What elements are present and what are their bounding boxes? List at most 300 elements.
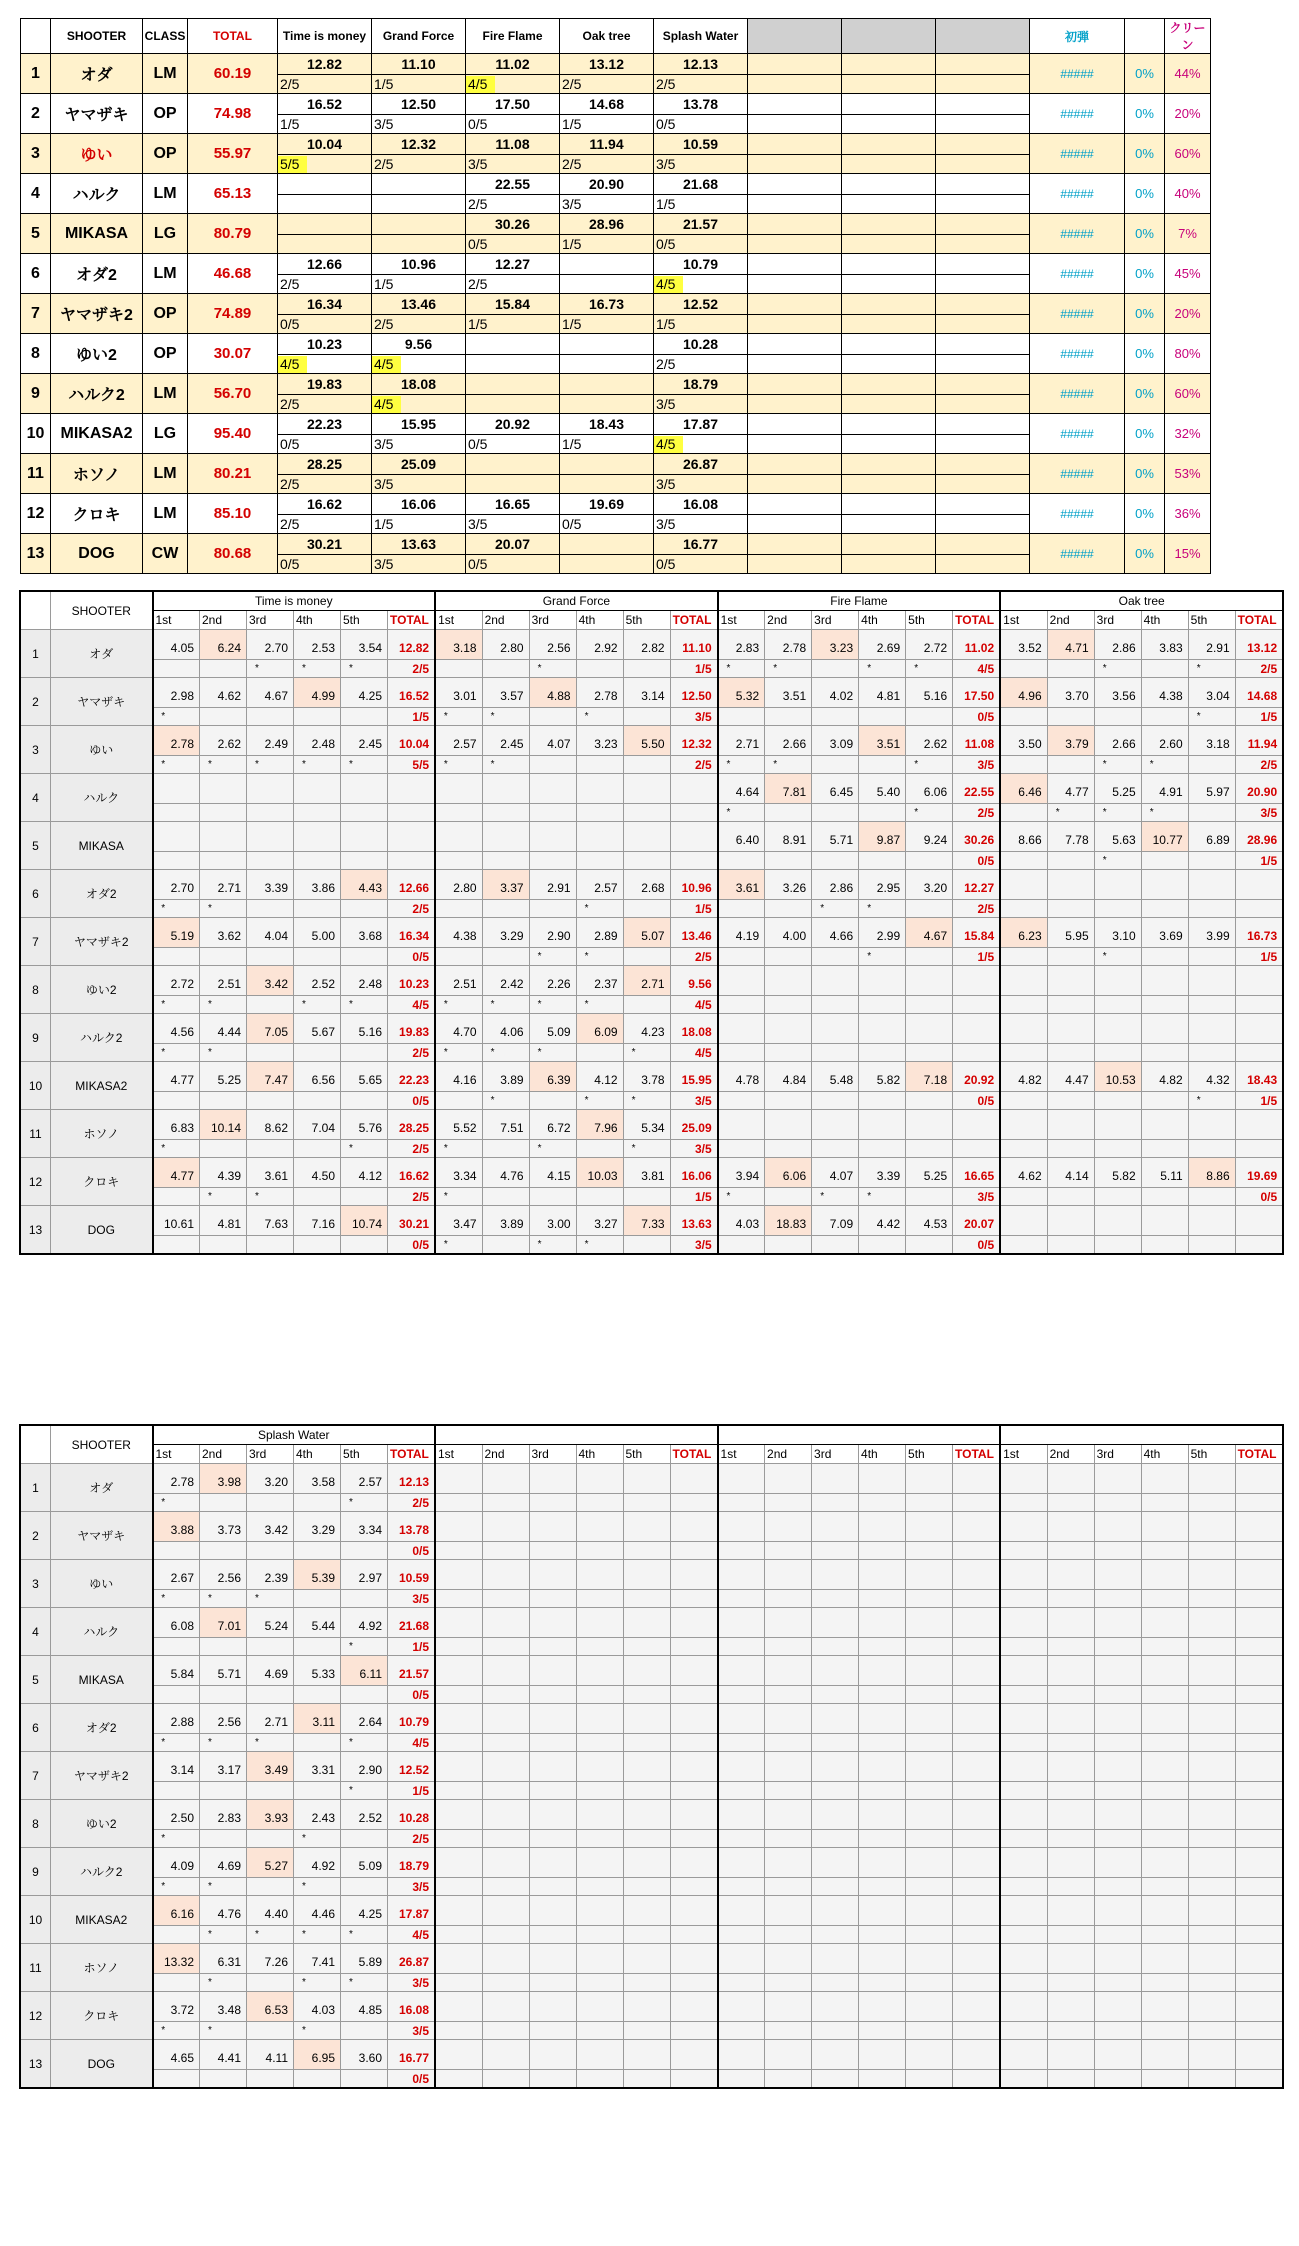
stage-fraction (1235, 1734, 1283, 1752)
stage-result-cell (842, 534, 936, 574)
stage-fraction: 2/5 (388, 1830, 436, 1848)
shooter-name: ゆい (51, 726, 153, 774)
stage-result-cell (560, 94, 654, 134)
stage-total: 12.13 (388, 1464, 436, 1494)
shot-time: 8.86 (1188, 1158, 1235, 1188)
shooter-time-row (21, 1848, 1283, 1878)
shot-column-header: 1st (718, 611, 765, 630)
stage-fraction: 3/5 (388, 1974, 436, 1992)
stage-fraction: 0/5 (953, 852, 1001, 870)
shot-time: 2.71 (200, 870, 247, 900)
stage-time-empty (842, 455, 935, 474)
shot-time (718, 1512, 765, 1542)
shot-time (1094, 966, 1141, 996)
shot-time (576, 1704, 623, 1734)
shot-mark (623, 852, 670, 870)
shot-column-header: 3rd (247, 611, 294, 630)
shot-time (435, 1944, 482, 1974)
shot-time (482, 1512, 529, 1542)
shot-mark (153, 1974, 200, 1992)
stage-result-cell (654, 334, 748, 374)
shot-mark (529, 1542, 576, 1560)
shot-time (812, 1848, 859, 1878)
shot-mark (247, 948, 294, 966)
total-column-header: TOTAL (670, 1445, 718, 1464)
stage-fraction (670, 1638, 718, 1656)
stage-time-empty (936, 135, 1029, 154)
rank-cell: 3 (21, 134, 51, 174)
shot-mark (1047, 1542, 1094, 1560)
shot-time: 2.51 (200, 966, 247, 996)
shot-time (859, 1800, 906, 1830)
total-cell: 30.07 (188, 334, 278, 374)
shot-mark (576, 660, 623, 678)
shot-mark (576, 1044, 623, 1062)
shooter-time-row (21, 726, 1283, 756)
shot-time (435, 1656, 482, 1686)
rank-cell: 6 (21, 1704, 51, 1752)
shot-mark (247, 1686, 294, 1704)
class-cell: LM (143, 174, 188, 214)
shot-mark (906, 1236, 953, 1254)
stage-fraction: 1/5 (374, 516, 394, 532)
stage-fraction (670, 1542, 718, 1560)
stage-result-cell (560, 254, 654, 294)
shot-time: 5.16 (906, 678, 953, 708)
stage-result-cell (748, 334, 842, 374)
shot-mark: * (435, 1188, 482, 1206)
shot-mark (1141, 1044, 1188, 1062)
stage-fraction: 1/5 (562, 116, 582, 132)
rank-cell: 6 (21, 254, 51, 294)
shot-time: 2.52 (341, 1800, 388, 1830)
shot-time: 2.57 (341, 1464, 388, 1494)
shot-mark (623, 1878, 670, 1896)
shot-mark (1047, 1926, 1094, 1944)
stage-total (953, 2040, 1001, 2070)
stage-total: 17.87 (388, 1896, 436, 1926)
stage-total (953, 966, 1001, 996)
shooter-name: ハルク2 (51, 1014, 153, 1062)
shot-mark (623, 1188, 670, 1206)
shot-mark (529, 1974, 576, 1992)
rank-cell: 8 (21, 334, 51, 374)
stage-fraction: 2/5 (280, 76, 300, 92)
shot-time: 2.56 (200, 1704, 247, 1734)
shot-mark (906, 1092, 953, 1110)
shooter-name: オダ (51, 54, 143, 94)
stage-total (953, 1896, 1001, 1926)
shot-time: 4.04 (247, 918, 294, 948)
shot-time (623, 1464, 670, 1494)
stage-result-cell (372, 534, 466, 574)
shot-time: 4.91 (1141, 774, 1188, 804)
shot-time (859, 1656, 906, 1686)
shot-time: 5.63 (1094, 822, 1141, 852)
shot-time: 4.67 (906, 918, 953, 948)
shot-mark: * (153, 996, 200, 1014)
shot-mark (812, 1830, 859, 1848)
stage-frac-line (466, 554, 559, 573)
shot-time: 4.06 (482, 1014, 529, 1044)
shot-time (812, 1110, 859, 1140)
stage-result-cell (560, 454, 654, 494)
stage-time: 16.65 (494, 496, 531, 512)
shot-mark (765, 2022, 812, 2040)
shot-time: 2.64 (341, 1704, 388, 1734)
shot-time: 3.54 (341, 630, 388, 660)
stage-time (372, 175, 465, 194)
stage-fraction (1235, 1782, 1283, 1800)
stage-result-cell (842, 414, 936, 454)
shot-mark: * (576, 708, 623, 726)
shot-time: 2.91 (1188, 630, 1235, 660)
stage-frac-line (748, 154, 841, 173)
stage-frac-line (560, 274, 653, 293)
shot-time: 3.51 (859, 726, 906, 756)
stage-fraction: 0/5 (656, 116, 676, 132)
shot-column-header: 2nd (482, 1445, 529, 1464)
shot-time: 7.78 (1047, 822, 1094, 852)
shot-time (859, 1464, 906, 1494)
shot-mark (859, 852, 906, 870)
shot-time (906, 1848, 953, 1878)
stage-result-cell (936, 334, 1030, 374)
stage-total: 11.08 (953, 726, 1001, 756)
stage-fraction: 4/5 (654, 276, 683, 293)
shot-mark (765, 1830, 812, 1848)
shot-time: 13.32 (153, 1944, 200, 1974)
stage-fraction: 2/5 (280, 516, 300, 532)
shot-mark (529, 1926, 576, 1944)
stage-fraction (953, 1878, 1001, 1896)
shot-mark (812, 852, 859, 870)
shot-mark (1188, 1542, 1235, 1560)
rank-cell: 5 (21, 1656, 51, 1704)
shot-mark (1000, 708, 1047, 726)
stage-total (1235, 1896, 1283, 1926)
shot-mark (435, 1092, 482, 1110)
shot-mark (1094, 1542, 1141, 1560)
shot-time (1188, 1560, 1235, 1590)
shot-column-header: 2nd (1047, 1445, 1094, 1464)
shot-time (1188, 1848, 1235, 1878)
shot-time: 2.89 (576, 918, 623, 948)
shot-time (1000, 2040, 1047, 2070)
stage-frac-line (466, 434, 559, 453)
shot-time (1094, 1656, 1141, 1686)
shooter-mark-row (21, 804, 1283, 822)
shot-time (482, 1800, 529, 1830)
shot-time (765, 1464, 812, 1494)
shot-mark (906, 1830, 953, 1848)
shot-time: 2.78 (765, 630, 812, 660)
shot-time: 3.57 (482, 678, 529, 708)
stage-time-empty (936, 295, 1029, 314)
shot-mark: * (200, 1044, 247, 1062)
shot-mark (765, 1926, 812, 1944)
shot-time (1047, 1944, 1094, 1974)
shot-time: 5.27 (247, 1848, 294, 1878)
stage-total: 18.79 (388, 1848, 436, 1878)
shot-time: 2.83 (718, 630, 765, 660)
stage-fraction: 3/5 (1235, 804, 1283, 822)
shot-time (859, 2040, 906, 2070)
stage-fraction: 1/5 (562, 316, 582, 332)
stage-total: 14.68 (1235, 678, 1283, 708)
shot-mark: * (859, 900, 906, 918)
shot-mark (247, 852, 294, 870)
stage-total: 12.27 (953, 870, 1001, 900)
stage-result-cell (936, 254, 1030, 294)
stage-frac-line (936, 154, 1029, 173)
shot-time (1047, 1656, 1094, 1686)
shot-mark: * (153, 756, 200, 774)
shot-time (1047, 1464, 1094, 1494)
shot-time (1047, 1992, 1094, 2022)
stage-fraction: 3/5 (656, 476, 676, 492)
stage-fraction (278, 195, 288, 212)
shot-mark (859, 1590, 906, 1608)
stage-fraction (670, 1830, 718, 1848)
stage-frac-line (372, 394, 465, 413)
stage-result-cell (748, 294, 842, 334)
class-cell: CW (143, 534, 188, 574)
shot-time (812, 2040, 859, 2070)
shot-time (1047, 1560, 1094, 1590)
shot-time (812, 1896, 859, 1926)
stage-total (670, 774, 718, 804)
shot-time (623, 1608, 670, 1638)
shot-time (529, 1464, 576, 1494)
stage-fraction: 2/5 (670, 756, 718, 774)
shot-time: 2.86 (812, 870, 859, 900)
shot-mark (1141, 1092, 1188, 1110)
first-shot-pct: 0% (1125, 214, 1165, 254)
stage-frac-line (560, 194, 653, 213)
class-cell: LG (143, 414, 188, 454)
shot-mark (1141, 1878, 1188, 1896)
shot-mark (482, 948, 529, 966)
stage-name: Splash Water (153, 1426, 436, 1445)
rank-cell: 13 (21, 534, 51, 574)
shot-time (1188, 1464, 1235, 1494)
shot-time (906, 966, 953, 996)
shot-time (482, 1608, 529, 1638)
shot-mark (623, 948, 670, 966)
stage-result-cell (278, 374, 372, 414)
stage-total: 30.26 (953, 822, 1001, 852)
shot-mark: * (247, 1926, 294, 1944)
stage-fraction (670, 1734, 718, 1752)
shot-time: 4.19 (718, 918, 765, 948)
shot-time (765, 1896, 812, 1926)
stage-header-empty (842, 19, 936, 54)
stage-fraction (953, 2022, 1001, 2040)
stage-time: 15.95 (400, 416, 437, 432)
shot-mark (1094, 1926, 1141, 1944)
shot-mark (1094, 900, 1141, 918)
shot-mark (623, 756, 670, 774)
shot-time: 5.48 (812, 1062, 859, 1092)
shot-time (718, 1464, 765, 1494)
stage-fraction (1235, 1926, 1283, 1944)
stage-total (1235, 870, 1283, 900)
stage-time (278, 215, 371, 234)
shot-mark (1188, 756, 1235, 774)
shot-time (1000, 1608, 1047, 1638)
shot-mark: * (153, 1878, 200, 1896)
shot-mark (153, 948, 200, 966)
stage-time: 16.52 (306, 96, 343, 112)
shot-mark (435, 852, 482, 870)
stage-total (670, 1848, 718, 1878)
shot-time: 2.42 (482, 966, 529, 996)
shot-mark (153, 1092, 200, 1110)
shot-time: 2.71 (623, 966, 670, 996)
shot-time (765, 1560, 812, 1590)
shooter-header: SHOOTER (51, 1426, 153, 1464)
stage-fraction (466, 355, 476, 372)
stage-total (670, 1560, 718, 1590)
shot-time (435, 1992, 482, 2022)
stage-time: 10.96 (400, 256, 437, 272)
stage-result-cell (936, 134, 1030, 174)
class-cell: OP (143, 134, 188, 174)
shot-time: 4.46 (294, 1896, 341, 1926)
shot-time: 2.53 (294, 630, 341, 660)
shot-mark (200, 660, 247, 678)
shot-time: 2.90 (529, 918, 576, 948)
shot-time (529, 1656, 576, 1686)
stage-time-empty (842, 375, 935, 394)
stage-fraction (670, 1878, 718, 1896)
shot-time (576, 1464, 623, 1494)
shot-mark (812, 2022, 859, 2040)
shot-time (435, 1560, 482, 1590)
shot-mark (1000, 1686, 1047, 1704)
shot-time: 10.03 (576, 1158, 623, 1188)
stage-time-empty (936, 175, 1029, 194)
first-shot-pct: 0% (1125, 334, 1165, 374)
stage-result-cell (748, 494, 842, 534)
shot-mark: * (1094, 804, 1141, 822)
stage-total (670, 822, 718, 852)
shot-mark (482, 1782, 529, 1800)
stage-time: 30.21 (306, 536, 343, 552)
shot-column-header: 5th (1188, 1445, 1235, 1464)
shot-mark (482, 1974, 529, 1992)
shot-time: 3.61 (247, 1158, 294, 1188)
stage-frac-line (372, 474, 465, 493)
stage-frac-line (278, 434, 371, 453)
shot-time: 3.27 (576, 1206, 623, 1236)
shot-time (1188, 1704, 1235, 1734)
shot-time: 8.66 (1000, 822, 1047, 852)
shot-time: 2.62 (906, 726, 953, 756)
shot-column-header: 3rd (1094, 611, 1141, 630)
shot-time (906, 1752, 953, 1782)
stage-result-cell (748, 94, 842, 134)
shot-column-header: 4th (859, 611, 906, 630)
stage-result-cell (466, 494, 560, 534)
stage-fraction: 0/5 (388, 1686, 436, 1704)
stage-fraction: 1/5 (388, 1638, 436, 1656)
stage-result-cell (936, 494, 1030, 534)
shot-mark: * (200, 1926, 247, 1944)
shot-time: 18.83 (765, 1206, 812, 1236)
stage-total (1235, 1992, 1283, 2022)
stage-frac-line (560, 354, 653, 373)
stage-fraction: 3/5 (388, 2022, 436, 2040)
shot-time: 7.04 (294, 1110, 341, 1140)
stage-fraction (1235, 1542, 1283, 1560)
stage-time: 16.62 (306, 496, 343, 512)
shooter-time-row (21, 1206, 1283, 1236)
shot-time (623, 2040, 670, 2070)
shot-mark (1141, 900, 1188, 918)
shot-time: 4.69 (247, 1656, 294, 1686)
shooter-mark-row (21, 660, 1283, 678)
stage-fraction: 4/5 (654, 436, 683, 453)
shooter-time-row (21, 822, 1283, 852)
stage-result-cell (748, 134, 842, 174)
shot-time (294, 822, 341, 852)
shot-time: 6.39 (529, 1062, 576, 1092)
shot-mark (294, 2070, 341, 2088)
shot-label-row (21, 611, 1283, 630)
first-shot-cell: ##### (1030, 134, 1125, 174)
stage-fraction (953, 1638, 1001, 1656)
stage-frac-line (842, 474, 935, 493)
shot-time: 8.62 (247, 1110, 294, 1140)
stage-result-cell (466, 454, 560, 494)
stage-result-cell (654, 374, 748, 414)
shot-time (1188, 1110, 1235, 1140)
stage-fraction: 4/5 (388, 1926, 436, 1944)
shot-mark (906, 1140, 953, 1158)
shot-mark: * (576, 1236, 623, 1254)
stage-fraction (953, 1140, 1001, 1158)
shot-mark (576, 2070, 623, 2088)
shot-time: 3.31 (294, 1752, 341, 1782)
shot-time: 5.52 (435, 1110, 482, 1140)
stage-total (1235, 966, 1283, 996)
shot-time: 8.91 (765, 822, 812, 852)
stage-frac-line (748, 434, 841, 453)
shooter-mark-row (21, 1044, 1283, 1062)
shot-mark (1188, 1686, 1235, 1704)
shot-mark (341, 1092, 388, 1110)
shot-mark (812, 1542, 859, 1560)
stage-header: Time is money (278, 19, 372, 54)
shot-mark (247, 708, 294, 726)
stage-fraction: 3/5 (468, 156, 488, 172)
shot-mark: * (576, 900, 623, 918)
shooter-mark-row (21, 1140, 1283, 1158)
shot-mark (812, 1140, 859, 1158)
shot-mark (247, 1236, 294, 1254)
shot-time (765, 1656, 812, 1686)
shot-time: 4.43 (341, 870, 388, 900)
stage-frac-line (560, 114, 653, 133)
class-cell: LM (143, 374, 188, 414)
shot-mark: * (153, 900, 200, 918)
stage-time-empty (842, 335, 935, 354)
shot-mark (765, 1590, 812, 1608)
stage-time-empty (748, 335, 841, 354)
stage-frac-line (654, 114, 747, 133)
